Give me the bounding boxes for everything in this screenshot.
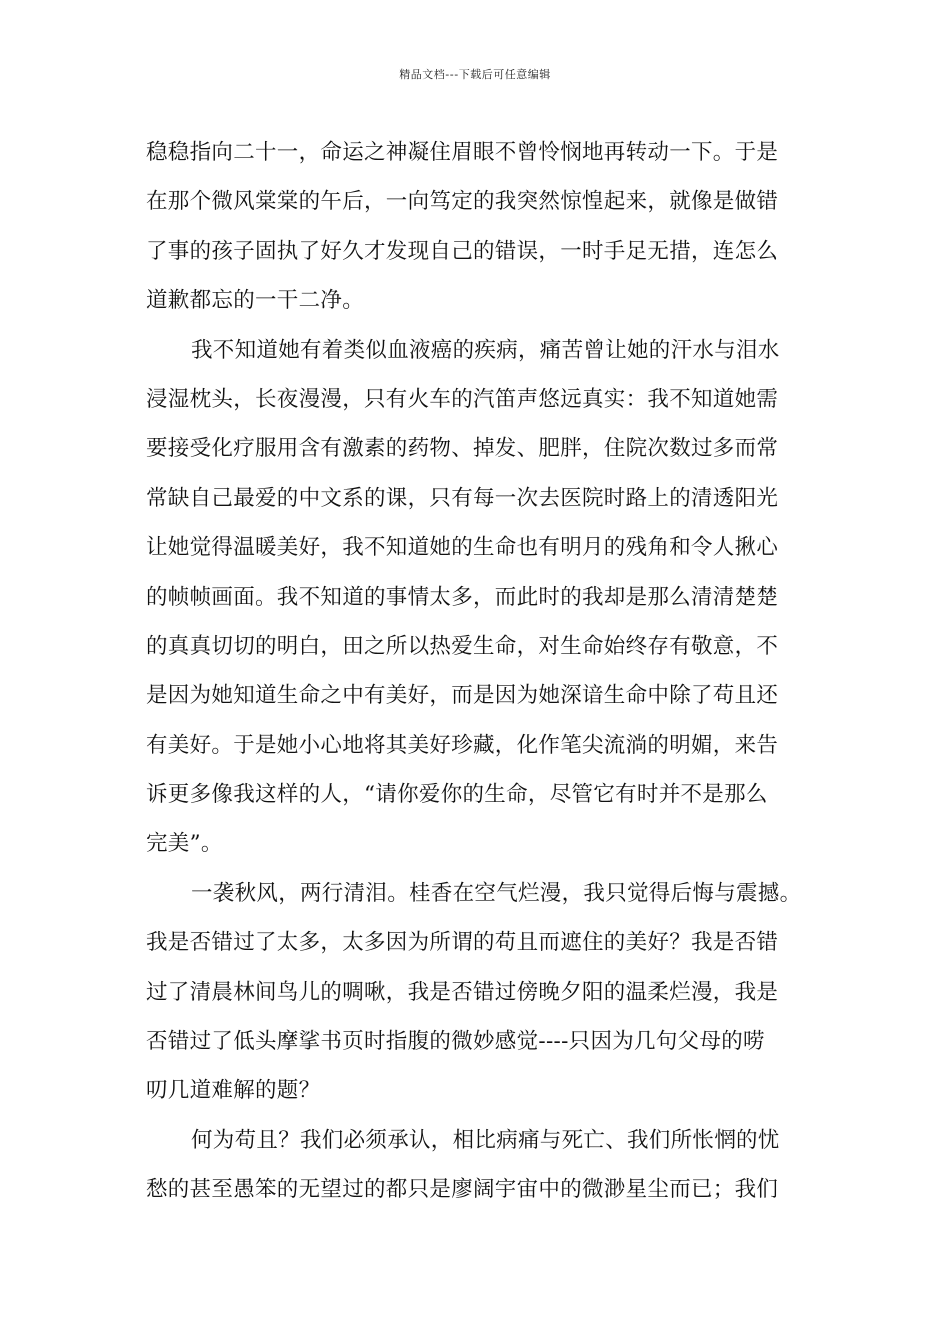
- paragraph-first-line: 一袭秋风，两行清泪。桂香在空气烂漫，我只觉得后悔与震撼。: [191, 880, 802, 906]
- text-line: 常缺自己最爱的中文系的课，只有每一次去医院时路上的清透阳光: [146, 485, 779, 511]
- document-body: [146, 128, 810, 1215]
- text-line: 的帧帧画面。我不知道的事情太多，而此时的我却是那么清清楚楚: [146, 584, 779, 610]
- text-line: 要接受化疗服用含有激素的药物、掉发、肥胖，住院次数过多而常: [146, 436, 779, 462]
- text-line: 过了清晨林间鸟儿的啁啾，我是否错过傍晚夕阳的温柔烂漫，我是: [146, 979, 779, 1005]
- text-line: 愁的甚至愚笨的无望过的都只是廖阔宇宙中的微渺星尘而已；我们: [146, 1177, 779, 1203]
- text-line: 在那个微风棠棠的午后，一向笃定的我突然惊惶起来，就像是做错: [146, 189, 779, 215]
- text-line: 让她觉得温暖美好，我不知道她的生命也有明月的残角和令人揪心: [146, 535, 779, 561]
- paragraph-first-line: 何为苟且？我们必须承认，相比病痛与死亡、我们所怅惘的忧: [191, 1127, 780, 1153]
- paragraph-first-line: 我不知道她有着类似血液癌的疾病，痛苦曾让她的汗水与泪水: [191, 337, 780, 363]
- text-line: 否错过了低头摩挲书页时指腹的微妙感觉----只因为几句父母的唠: [146, 1029, 765, 1055]
- text-line: 稳稳指向二十一，命运之神凝住眉眼不曾怜悯地再转动一下。于是: [146, 140, 779, 165]
- text-line: 诉更多像我这样的人，“请你爱你的生命，尽管它有时并不是那么: [146, 782, 768, 808]
- text-line: 是因为她知道生命之中有美好，而是因为她深谙生命中除了苟且还: [146, 683, 779, 709]
- text-line: 了事的孩子固执了好久才发现自己的错误，一时手足无措，连怎么: [146, 238, 779, 264]
- text-line: 有美好。于是她小心地将其美好珍藏，化作笔尖流淌的明媚，来告: [146, 732, 779, 758]
- text-line: 浸湿枕头，长夜漫漫，只有火车的汽笛声悠远真实：我不知道她需: [146, 386, 779, 412]
- text-line: 我是否错过了太多，太多因为所谓的苟且而遮住的美好？我是否错: [146, 930, 779, 956]
- text-line: 完美”。: [146, 831, 223, 857]
- text-line: 的真真切切的明白，田之所以热爱生命，对生命始终存有敬意，不: [146, 633, 779, 659]
- text-line: 叨几道难解的题？: [146, 1078, 321, 1104]
- text-line: 道歉都忘的一干二净。: [146, 288, 365, 314]
- page-header: 精品文档---下载后可任意编辑: [399, 68, 551, 81]
